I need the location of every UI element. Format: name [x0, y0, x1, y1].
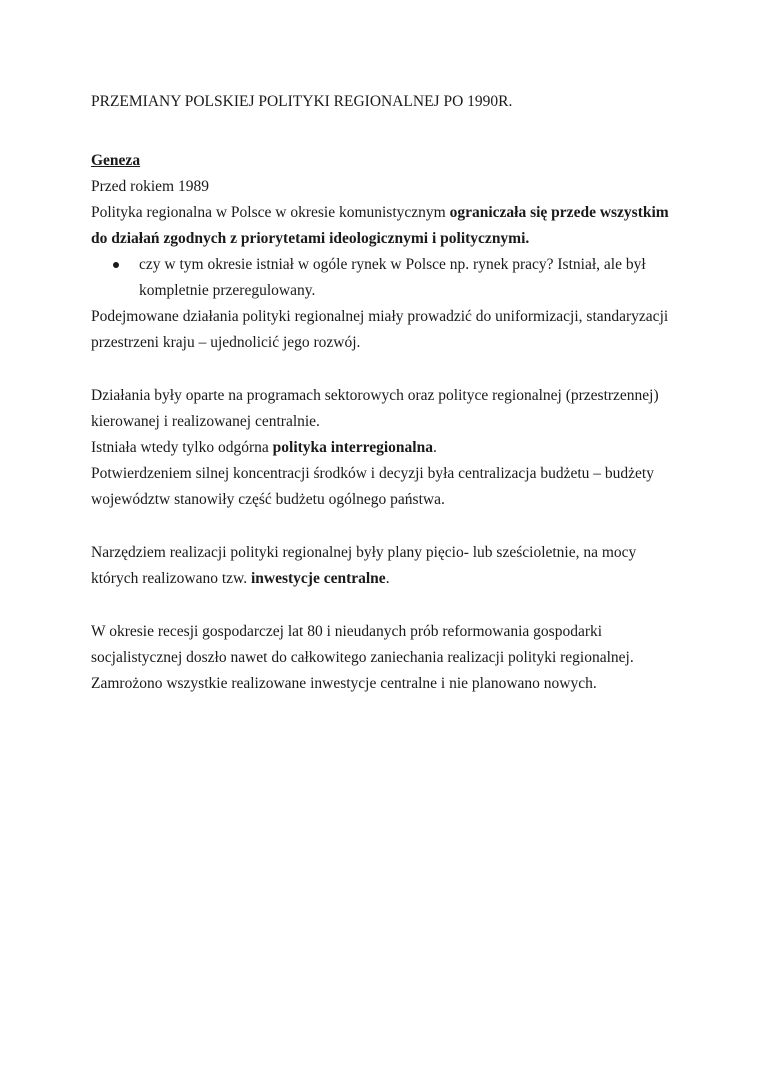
paragraph-1-line-2 — [91, 226, 681, 252]
paragraph-5-line-2: województw stanowiły część budżetu ogólnego państwa. — [91, 491, 445, 508]
paragraph-6-bold: inwestycje centralne — [250, 570, 386, 587]
paragraph-6-plain: których realizowano tzw. — [91, 570, 251, 587]
paragraph-4-bold: polityka interregionalna — [272, 439, 433, 456]
paragraph-3-line-1: Działania były oparte na programach sektorowych oraz polityce regionalnej (przestrzennej) — [91, 387, 659, 404]
bullet-line-1: czy w tym okresie istniał w ogóle rynek w Polsce np. rynek pracy? Istniał, ale był — [139, 256, 646, 273]
document-title: PRZEMIANY POLSKIEJ POLITYKI REGIONALNEJ PO 1990R. — [91, 93, 513, 110]
paragraph-7-line-3: Zamrożono wszystkie realizowane inwestycje centralne i nie planowano nowych. — [91, 675, 597, 692]
paragraph-1-line-1 — [91, 200, 681, 226]
paragraph-1-bold: ograniczała się przede wszystkim — [449, 204, 669, 221]
paragraph-4-end: . — [432, 439, 437, 456]
spacer — [91, 356, 681, 383]
paragraph-1-bold-2: do działań zgodnych z priorytetami ideologicznymi i politycznymi. — [91, 230, 530, 247]
bullet-list-item — [91, 252, 681, 304]
subheading: Przed rokiem 1989 — [91, 178, 209, 195]
paragraph-1-plain: Polityka regionalna w Polsce w okresie komunistycznym — [91, 204, 450, 221]
paragraph-7-line-2: socjalistycznej doszło nawet do całkowitego zaniechania realizacji polityki regionalnej. — [91, 649, 634, 666]
paragraph-7-line-1: W okresie recesji gospodarczej lat 80 i nieudanych prób reformowania gospodarki — [91, 623, 603, 640]
paragraph-2-line-2: przestrzeni kraju – ujednolicić jego rozwój. — [91, 334, 361, 351]
paragraph-4-plain: Istniała wtedy tylko odgórna — [91, 439, 273, 456]
spacer — [91, 115, 681, 148]
spacer — [91, 592, 681, 619]
section-heading: Geneza — [91, 152, 141, 169]
paragraph-6-line-1: Narzędziem realizacji polityki regionalnej były plany pięcio- lub sześcioletnie, na mocy — [91, 544, 637, 561]
bullet-line-2: kompletnie przeregulowany. — [139, 282, 316, 299]
paragraph-2-line-1: Podejmowane działania polityki regionalnej miały prowadzić do uniformizacji, standaryzacji — [91, 308, 669, 325]
bullet-icon — [113, 262, 119, 268]
paragraph-6-end: . — [385, 570, 390, 587]
paragraph-4 — [91, 435, 681, 461]
spacer — [91, 513, 681, 540]
document-body — [91, 89, 681, 697]
paragraph-3-line-2: kierowanej i realizowanej centralnie. — [91, 413, 320, 430]
paragraph-6-line-2 — [91, 566, 681, 592]
paragraph-5-line-1: Potwierdzeniem silnej koncentracji środków i decyzji była centralizacja budżetu – budżety — [91, 465, 654, 482]
